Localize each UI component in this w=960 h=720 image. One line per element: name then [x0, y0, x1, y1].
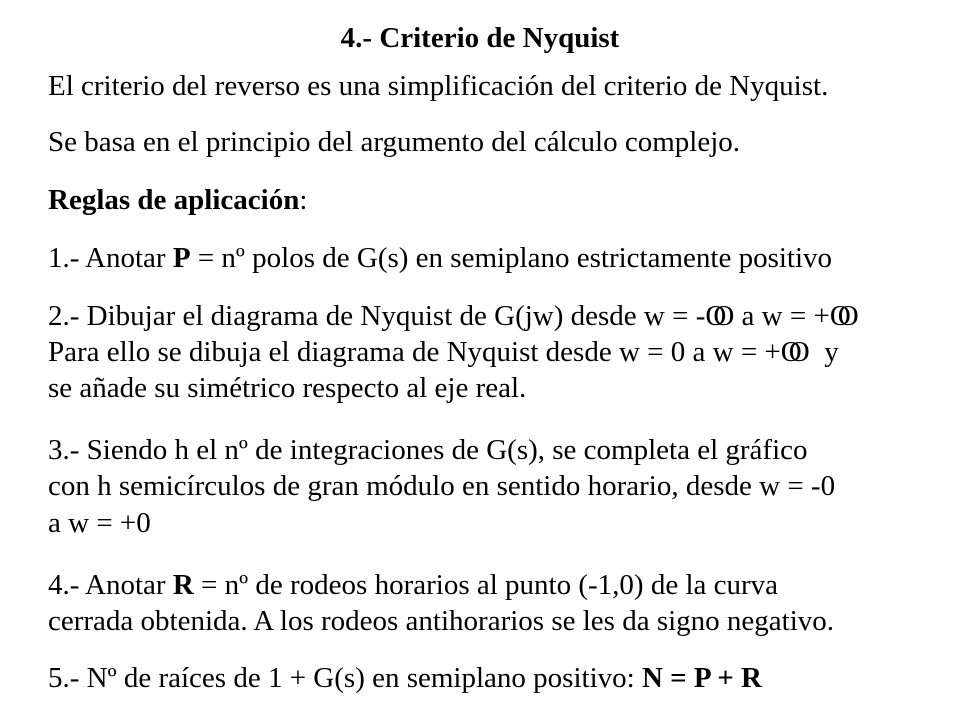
infinity-symbol: OO — [705, 300, 722, 332]
rule-5 — [48, 660, 762, 696]
rule-3-line-1: 3.- Siendo h el nº de integraciones de G(s), se completa el gráfico — [48, 434, 808, 466]
rules-heading-suffix: : — [299, 184, 308, 216]
rule-4-pre: 4.- Anotar — [48, 569, 173, 601]
rule-2-line-2-a: Para ello se dibuja el diagrama de Nyquist desde w = 0 a w = + — [48, 336, 781, 368]
rule-1-post: = nº polos de G(s) en semiplano estrictamente positivo — [190, 242, 833, 274]
rule-4-post: = nº de rodeos horarios al punto (-1,0) de la curva — [193, 569, 779, 601]
rule-2-line-1-b: a w = + — [734, 300, 830, 332]
rule-1-pre: 1.- Anotar — [48, 242, 173, 274]
rule-4-line-1 — [48, 567, 778, 603]
rule-4-variable: R — [172, 569, 194, 601]
rule-4-line-2: cerrada obtenida. A los rodeos antihorarios se les da signo negativo. — [48, 605, 835, 637]
infinity-symbol: OO — [829, 300, 846, 332]
rule-3-line-2: con h semicírculos de gran módulo en sentido horario, desde w = -0 — [48, 470, 836, 502]
rule-2-line-2 — [48, 334, 839, 370]
rules-heading-bold: Reglas de aplicación — [48, 184, 300, 216]
rule-1-variable: P — [172, 242, 191, 274]
intro-line-1: El criterio del reverso es una simplificación del criterio de Nyquist. — [48, 70, 829, 102]
slide-title: 4.- Criterio de Nyquist — [340, 22, 620, 54]
rule-2-line-1-a: 2.- Dibujar el diagrama de Nyquist de G(jw) desde w = - — [48, 300, 706, 332]
rule-3-line-3: a w = +0 — [48, 507, 151, 539]
rule-5-formula: N = P + R — [641, 662, 762, 694]
rule-2-line-2-b: y — [809, 336, 839, 368]
rules-heading — [48, 182, 307, 218]
intro-line-2: Se basa en el principio del argumento del cálculo complejo. — [48, 126, 741, 158]
infinity-symbol: OO — [780, 336, 797, 368]
rule-1 — [48, 240, 832, 276]
rule-2-line-3: se añade su simétrico respecto al eje real. — [48, 372, 527, 404]
rule-5-pre: 5.- Nº de raíces de 1 + G(s) en semiplano positivo: — [48, 662, 642, 694]
rule-2-line-1 — [48, 298, 859, 334]
